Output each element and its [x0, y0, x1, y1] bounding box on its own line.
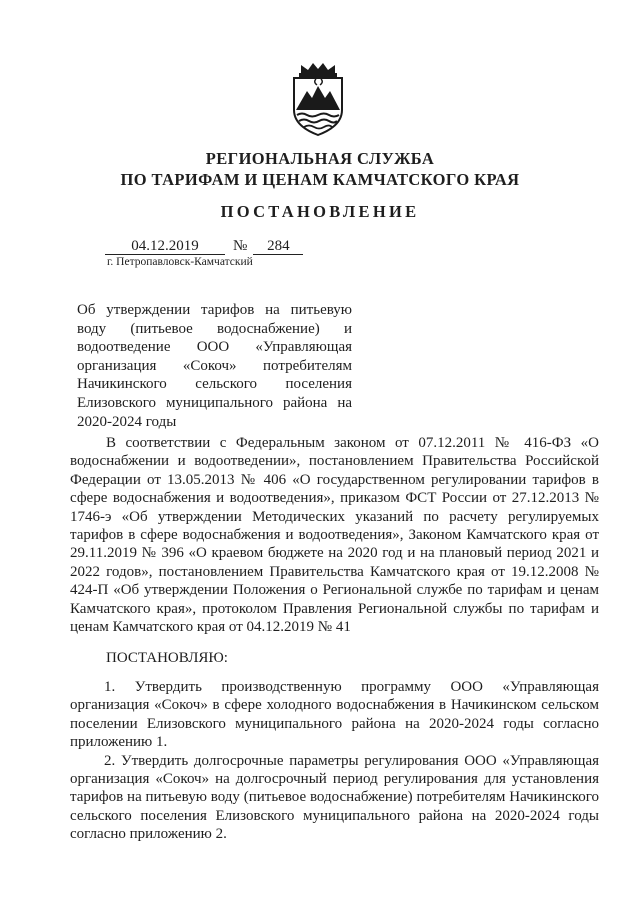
agency-name-line-2: ПО ТАРИФАМ И ЦЕНАМ КАМЧАТСКОГО КРАЯ	[120, 170, 520, 189]
document-number: 284	[253, 238, 303, 255]
kamchatka-coat-of-arms-icon	[287, 60, 349, 138]
document-subject: Об утверждении тарифов на питьевую воду (питьевое водоснабжение) и водоотведение ООО «Управляющая организация «Сокоч» потребителям Начикинского сельского поселения Елизовского муниципального района на 2020-2024 годы	[77, 302, 352, 430]
number-sign: №	[233, 238, 248, 254]
decree-items	[70, 678, 599, 844]
decree-item-2: 2. Утвердить долгосрочные параметры регулирования ООО «Управляющая организация «Сокоч» на долгосрочный период регулирования для установления тарифов на питьевую воду (питьевое водоснабжение) потребителям Начикинского сельского поселения Елизовского муниципального района на 2020-2024 годы согласно приложению 2.	[70, 752, 599, 843]
legal-basis-paragraph: В соответствии с Федеральным законом от 07.12.2011 № 416-ФЗ «О водоснабжении и водоотведении», постановлением Правительства Российской Федерации от 13.05.2013 № 406 «О государственном регулировании тарифов в сфере водоснабжения и водоотведения», приказом ФСТ России от 27.12.2013 № 1746-э «Об утверждении Методических указаний по расчету регулируемых тарифов в сфере водоснабжения и водоотведения», Законом Камчатского края от 29.11.2019 № 396 «О краевом бюджете на 2020 год и на плановый период 2021 и 2022 годов», постановлением Правительства Камчатского края от 19.12.2008 № 424-П «Об утверждении Положения о Региональной службе по тарифам и ценам Камчатского края», протоколом Правления Региональной службы по тарифам и ценам Камчатского края от 04.12.2019 № 41	[70, 435, 599, 636]
agency-name-line-1: РЕГИОНАЛЬНАЯ СЛУЖБА	[205, 149, 435, 168]
legal-basis-section	[70, 434, 599, 636]
document-date: 04.12.2019	[105, 238, 225, 255]
decree-word: ПОСТАНОВЛЯЮ:	[106, 650, 228, 666]
date-number-row	[105, 238, 303, 255]
document-city: г. Петропавловск-Камчатский	[107, 256, 253, 268]
decree-item-1: 1. Утвердить производственную программу ООО «Управляющая организация «Сокоч» в сфере холодного водоснабжения в Начикинском сельском поселении Елизовского муниципального района на 2020-2024 годы согласно приложению 1.	[70, 679, 599, 751]
document-type-title: ПОСТАНОВЛЕНИЕ	[220, 202, 420, 221]
